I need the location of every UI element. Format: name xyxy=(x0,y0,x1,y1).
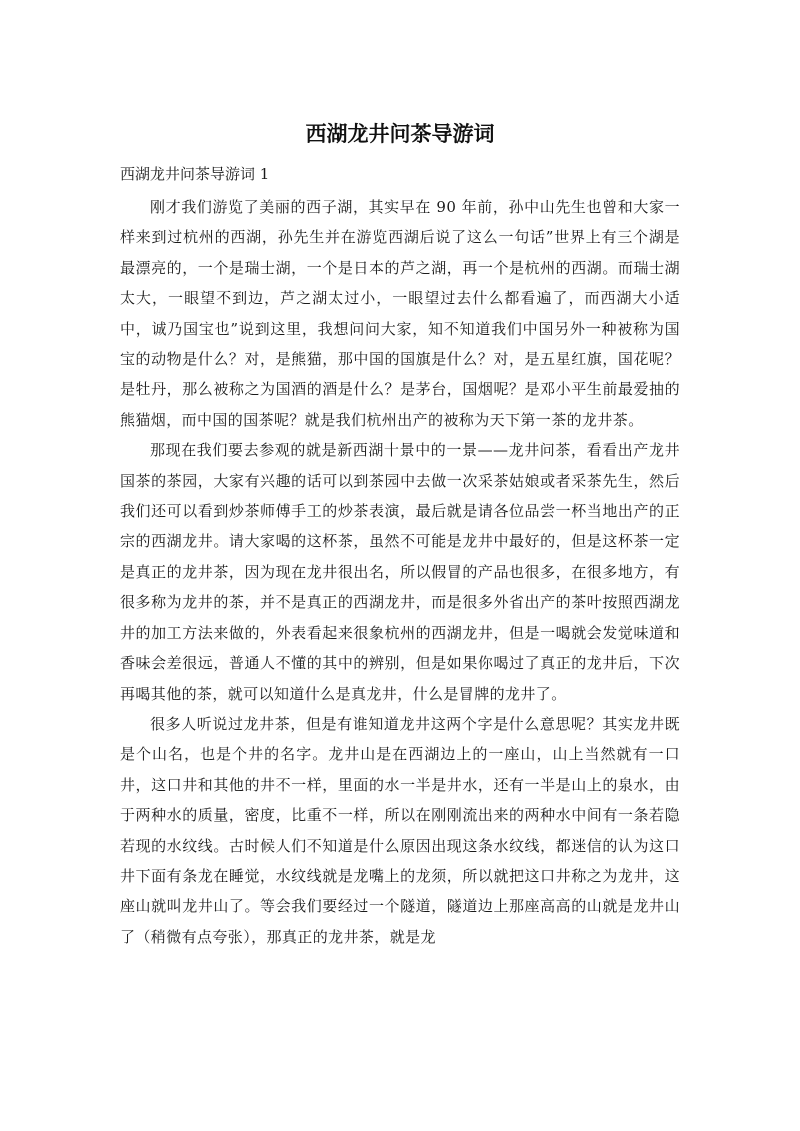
document-title: 西湖龙井问茶导游词 xyxy=(305,122,495,146)
paragraph-1: 刚才我们游览了美丽的西子湖，其实早在 90 年前，孙中山先生也曾和大家一样来到过杭州的西湖，孙先生并在游览西湖后说了这么一句话”世界上有三个湖是最漂亮的，一个是瑞士湖，一个是日本的芦之湖，再一个是杭州的西湖。而瑞士湖太大，一眼望不到边，芦之湖太过小，一眼望过去什么都看遍了，而西湖大小适中，诚乃国宝也”说到这里，我想问问大家，知不知道我们中国另外一种被称为国宝的动物是什么？对，是熊猫，那中国的国旗是什么？对，是五星红旗，国花呢？是牡丹，那么被称之为国酒的酒是什么？是茅台，国烟呢？是邓小平生前最爱抽的熊猫烟，而中国的国茶呢？就是我们杭州出产的被称为天下第一茶的龙井茶。 xyxy=(120,198,680,429)
paragraph-3: 很多人听说过龙井茶，但是有谁知道龙井这两个字是什么意思呢？其实龙井既是个山名，也是个井的名字。龙井山是在西湖边上的一座山，山上当然就有一口井，这口井和其他的井不一样，里面的水一半是井水，还有一半是山上的泉水，由于两种水的质量，密度，比重不一样，所以在刚刚流出来的两种水中间有一条若隐若现的水纹线。古时候人们不知道是什么原因出现这条水纹线，都迷信的认为这口井下面有条龙在睡觉，水纹线就是龙嘴上的龙须，所以就把这口井称之为龙井，这座山就叫龙井山了。等会我们要经过一个隧道，隧道边上那座高高的山就是龙井山了（稍微有点夸张），那真正的龙井茶，就是龙 xyxy=(120,714,680,946)
document-body xyxy=(120,192,680,952)
paragraph-2: 那现在我们要去参观的就是新西湖十景中的一景——龙井问茶，看看出产龙井国茶的茶园，大家有兴趣的话可以到茶园中去做一次采茶姑娘或者采茶先生，然后我们还可以看到炒茶师傅手工的炒茶表演，最后就是请各位品尝一杯当地出产的正宗的西湖龙井。请大家喝的这杯茶，虽然不可能是龙井中最好的，但是这杯茶一定是真正的龙井茶，因为现在龙井很出名，所以假冒的产品也很多，在很多地方，有很多称为龙井的茶，并不是真正的西湖龙井，而是很多外省出产的茶叶按照西湖龙井的加工方法来做的，外表看起来很象杭州的西湖龙井，但是一喝就会发觉味道和香味会差很远，普通人不懂的其中的辨别，但是如果你喝过了真正的龙井后，下次再喝其他的茶，就可以知道什么是真龙井，什么是冒牌的龙井了。 xyxy=(120,441,680,703)
document-subtitle: 西湖龙井问茶导游词 1 xyxy=(120,165,270,183)
